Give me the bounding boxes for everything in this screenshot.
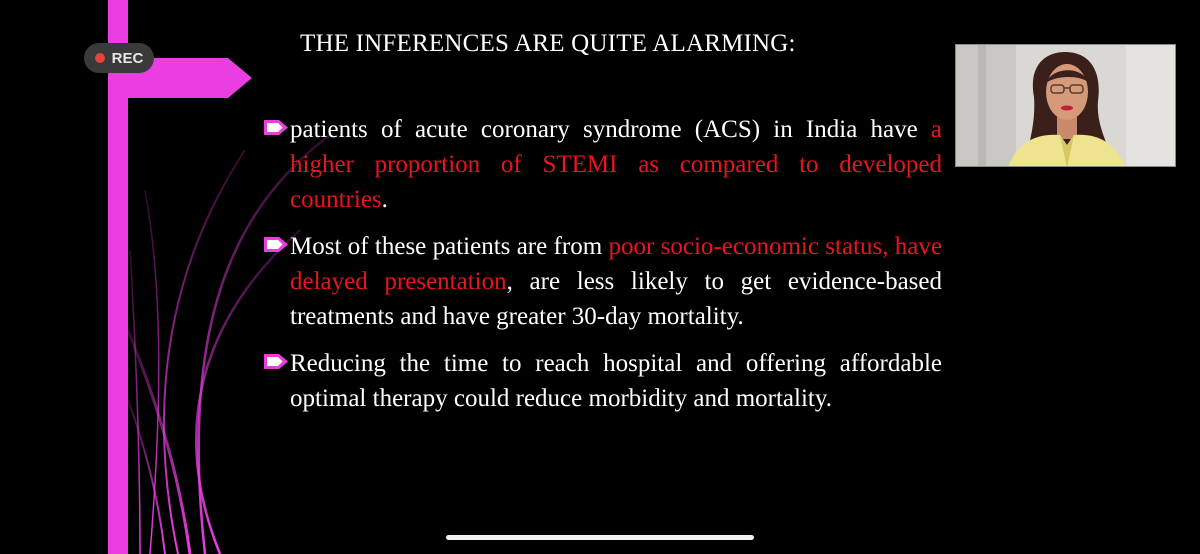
bullet-item bbox=[264, 112, 942, 217]
highlighted-text: a higher proportion of STEMI as compared to developed countries bbox=[290, 116, 942, 213]
bullet-text-segment: , are less likely to get evidence-based treatments and have greater 30-day mortality. bbox=[290, 268, 942, 330]
recording-label: REC bbox=[111, 49, 144, 67]
bullet-text bbox=[290, 112, 942, 217]
arrow-bullet-icon bbox=[264, 237, 288, 252]
slide-bullet-list bbox=[264, 112, 942, 428]
bullet-text-segment: . bbox=[381, 186, 388, 213]
bullet-item bbox=[264, 229, 942, 334]
bullet-text-segment: patients of acute coronary syndrome (ACS) in India have bbox=[290, 116, 931, 143]
arrow-bullet-icon bbox=[264, 354, 288, 369]
recording-indicator[interactable] bbox=[84, 43, 154, 73]
bullet-text bbox=[290, 346, 942, 416]
highlighted-text: poor socio-economic status, have delayed presentation bbox=[290, 233, 943, 295]
bullet-item bbox=[264, 346, 942, 416]
arrow-bullet-icon bbox=[264, 120, 288, 135]
bullet-text-segment: Most of these patients are from bbox=[290, 233, 609, 260]
bullet-text-segment: Reducing the time to reach hospital and offering affordable optimal therapy could reduce morbidity and mortality. bbox=[290, 350, 942, 412]
slide-title: THE INFERENCES ARE QUITE ALARMING: bbox=[300, 30, 796, 57]
record-dot-icon bbox=[95, 53, 105, 63]
bullet-text bbox=[290, 229, 942, 334]
presenter-video-thumbnail[interactable] bbox=[955, 44, 1176, 167]
home-bar-icon[interactable] bbox=[446, 535, 754, 540]
presenter-video-icon bbox=[956, 45, 1176, 167]
